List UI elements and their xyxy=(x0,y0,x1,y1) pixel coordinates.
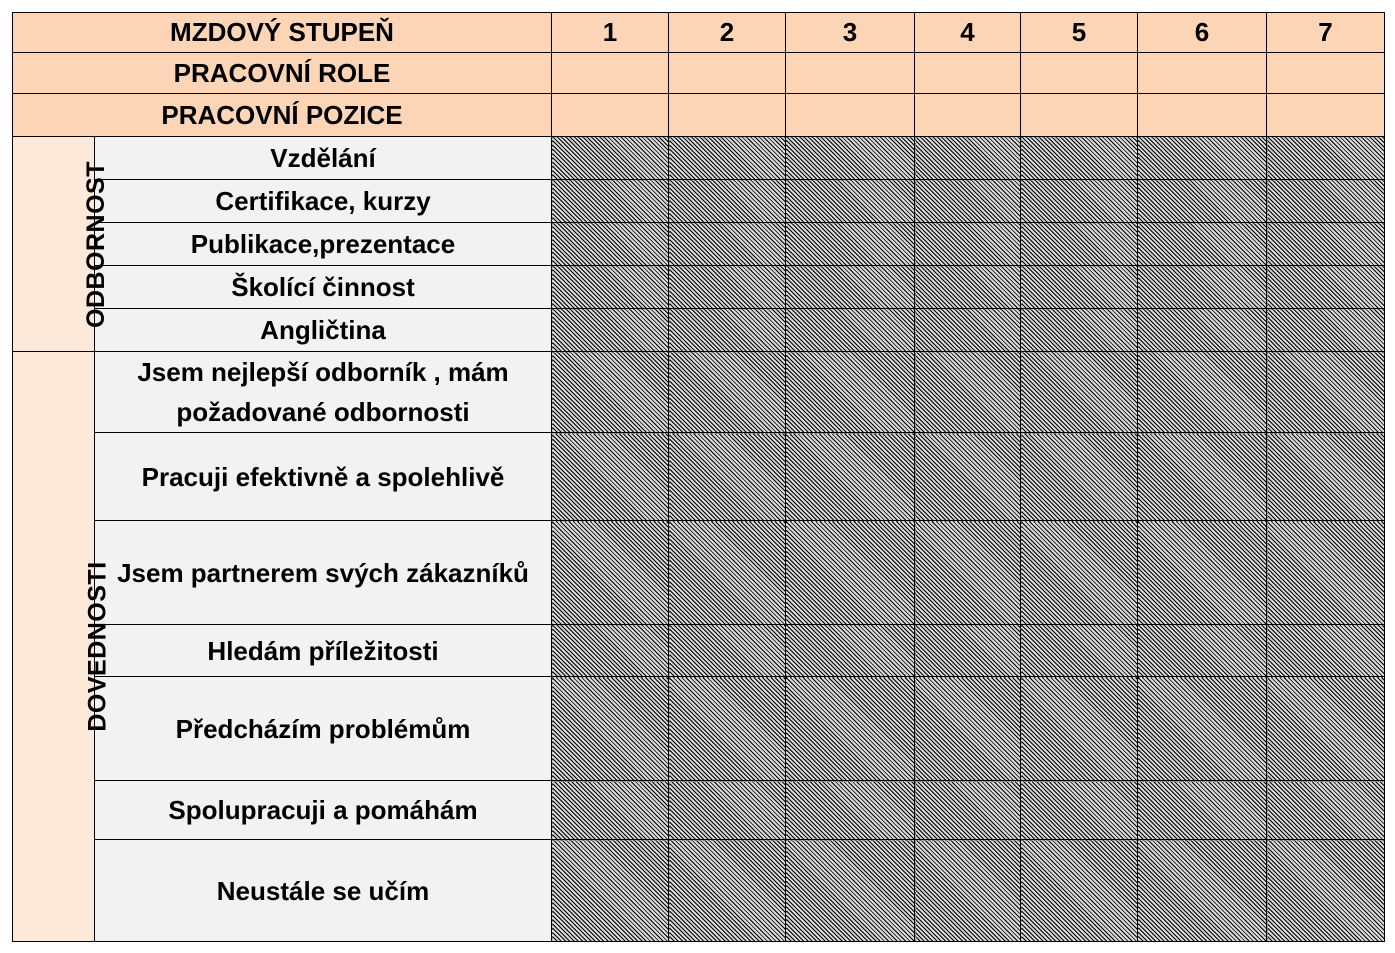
grade-cell[interactable] xyxy=(915,137,1021,180)
grade-cell[interactable] xyxy=(552,840,669,942)
criterion-row xyxy=(13,223,1385,266)
grade-cell[interactable] xyxy=(552,137,669,180)
grade-cell[interactable] xyxy=(1021,625,1138,677)
grade-cell[interactable] xyxy=(552,781,669,840)
criterion-label: Vzdělání xyxy=(95,137,552,180)
criterion-row xyxy=(13,781,1385,840)
grade-header-7: 7 xyxy=(1267,13,1385,53)
grade-cell[interactable] xyxy=(1138,433,1267,521)
grade-cell[interactable] xyxy=(786,677,915,781)
grade-cell[interactable] xyxy=(786,137,915,180)
grade-cell[interactable] xyxy=(669,677,786,781)
role-cell[interactable] xyxy=(669,53,786,94)
grade-cell[interactable] xyxy=(552,521,669,625)
grade-cell[interactable] xyxy=(1138,521,1267,625)
grade-cell[interactable] xyxy=(552,433,669,521)
grade-cell[interactable] xyxy=(669,223,786,266)
criterion-row xyxy=(13,677,1385,781)
criterion-label: Angličtina xyxy=(95,309,552,352)
category-label: DOVEDNOSTI xyxy=(83,561,112,732)
grade-cell[interactable] xyxy=(552,352,669,433)
grade-cell[interactable] xyxy=(1138,677,1267,781)
grade-cell[interactable] xyxy=(786,521,915,625)
category-cell xyxy=(13,352,112,942)
grade-cell[interactable] xyxy=(1138,781,1267,840)
grade-cell[interactable] xyxy=(1021,840,1138,942)
grade-cell[interactable] xyxy=(915,266,1021,309)
grade-header-2: 2 xyxy=(669,13,786,53)
grade-cell[interactable] xyxy=(1021,677,1138,781)
grade-cell[interactable] xyxy=(669,433,786,521)
grade-cell[interactable] xyxy=(915,625,1021,677)
grade-header-5: 5 xyxy=(1021,13,1138,53)
grade-cell[interactable] xyxy=(1267,840,1385,942)
criterion-row xyxy=(13,625,1385,677)
grade-cell[interactable] xyxy=(1267,625,1385,677)
grade-cell[interactable] xyxy=(1267,309,1385,352)
grade-cell[interactable] xyxy=(1021,521,1138,625)
grade-cell[interactable] xyxy=(552,309,669,352)
grade-cell[interactable] xyxy=(1267,352,1385,433)
grade-cell[interactable] xyxy=(1021,309,1138,352)
grade-cell[interactable] xyxy=(915,521,1021,625)
grade-cell[interactable] xyxy=(915,180,1021,223)
role-cell[interactable] xyxy=(786,53,915,94)
grade-cell[interactable] xyxy=(1021,223,1138,266)
grade-cell[interactable] xyxy=(1138,352,1267,433)
criterion-label: Certifikace, kurzy xyxy=(95,180,552,223)
grade-cell[interactable] xyxy=(669,309,786,352)
grade-cell[interactable] xyxy=(915,433,1021,521)
grade-cell[interactable] xyxy=(1138,840,1267,942)
grade-cell[interactable] xyxy=(669,840,786,942)
grade-cell[interactable] xyxy=(786,352,915,433)
grade-cell[interactable] xyxy=(1138,625,1267,677)
grade-cell[interactable] xyxy=(786,781,915,840)
role-header-label: PRACOVNÍ ROLE xyxy=(13,53,552,94)
criterion-label: Školící činnost xyxy=(95,266,552,309)
criterion-label: Jsem partnerem svých zákazníků xyxy=(95,521,552,625)
criterion-label: Publikace,prezentace xyxy=(95,223,552,266)
position-cell[interactable] xyxy=(915,94,1021,137)
grade-cell[interactable] xyxy=(786,180,915,223)
position-header-label: PRACOVNÍ POZICE xyxy=(13,94,552,137)
grade-cell[interactable] xyxy=(786,840,915,942)
grade-cell[interactable] xyxy=(786,223,915,266)
grade-cell[interactable] xyxy=(552,625,669,677)
grade-cell[interactable] xyxy=(669,625,786,677)
competency-grid xyxy=(12,12,1385,942)
position-cell[interactable] xyxy=(669,94,786,137)
position-cell[interactable] xyxy=(1138,94,1267,137)
grade-cell[interactable] xyxy=(1021,266,1138,309)
criterion-row xyxy=(13,137,1385,180)
grade-cell[interactable] xyxy=(915,309,1021,352)
grade-cell[interactable] xyxy=(786,266,915,309)
category-cell xyxy=(13,137,110,352)
grade-cell[interactable] xyxy=(915,223,1021,266)
criterion-label: Jsem nejlepší odborník , mám požadované odbornosti xyxy=(95,352,552,433)
grade-cell[interactable] xyxy=(1138,266,1267,309)
criterion-row xyxy=(13,352,1385,433)
grade-cell[interactable] xyxy=(669,521,786,625)
grade-cell[interactable] xyxy=(786,625,915,677)
role-cell[interactable] xyxy=(915,53,1021,94)
role-cell[interactable] xyxy=(1021,53,1138,94)
grade-cell[interactable] xyxy=(552,223,669,266)
position-cell[interactable] xyxy=(552,94,669,137)
grade-cell[interactable] xyxy=(669,781,786,840)
grade-cell[interactable] xyxy=(669,137,786,180)
grade-cell[interactable] xyxy=(1267,137,1385,180)
grade-cell[interactable] xyxy=(1021,433,1138,521)
grade-cell[interactable] xyxy=(1021,781,1138,840)
grade-header-3: 3 xyxy=(786,13,915,53)
position-cell[interactable] xyxy=(1021,94,1138,137)
grade-cell[interactable] xyxy=(1267,223,1385,266)
criterion-row xyxy=(13,433,1385,521)
grade-cell[interactable] xyxy=(786,433,915,521)
grade-cell[interactable] xyxy=(915,677,1021,781)
grade-cell[interactable] xyxy=(1138,180,1267,223)
grade-cell[interactable] xyxy=(1267,180,1385,223)
role-cell[interactable] xyxy=(1138,53,1267,94)
criterion-row xyxy=(13,266,1385,309)
grade-cell[interactable] xyxy=(669,266,786,309)
grade-cell[interactable] xyxy=(552,180,669,223)
grade-header-label: MZDOVÝ STUPEŇ xyxy=(13,13,552,53)
grade-cell[interactable] xyxy=(1267,521,1385,625)
criterion-row xyxy=(13,521,1385,625)
criterion-label: Hledám příležitosti xyxy=(95,625,552,677)
grade-cell[interactable] xyxy=(1138,137,1267,180)
grade-cell[interactable] xyxy=(1267,266,1385,309)
grade-header-4: 4 xyxy=(915,13,1021,53)
grade-cell[interactable] xyxy=(669,352,786,433)
grade-header-6: 6 xyxy=(1138,13,1267,53)
grade-cell[interactable] xyxy=(1138,309,1267,352)
grade-cell[interactable] xyxy=(915,840,1021,942)
criterion-label: Pracuji efektivně a spolehlivě xyxy=(95,433,552,521)
grade-cell[interactable] xyxy=(552,677,669,781)
position-cell[interactable] xyxy=(1267,94,1385,137)
grade-cell[interactable] xyxy=(915,352,1021,433)
grade-cell[interactable] xyxy=(1021,352,1138,433)
criterion-label: Předcházím problémům xyxy=(95,677,552,781)
grade-cell[interactable] xyxy=(1021,180,1138,223)
criterion-row xyxy=(13,309,1385,352)
grade-header-1: 1 xyxy=(552,13,669,53)
position-cell[interactable] xyxy=(786,94,915,137)
role-cell[interactable] xyxy=(552,53,669,94)
grade-cell[interactable] xyxy=(1138,223,1267,266)
category-label: ODBORNOST xyxy=(82,160,110,328)
grade-cell[interactable] xyxy=(669,180,786,223)
grade-cell[interactable] xyxy=(915,781,1021,840)
grade-cell[interactable] xyxy=(1267,433,1385,521)
criterion-row xyxy=(13,840,1385,942)
criterion-row xyxy=(13,180,1385,223)
grade-cell[interactable] xyxy=(552,266,669,309)
grade-cell[interactable] xyxy=(1267,677,1385,781)
grade-cell[interactable] xyxy=(1021,137,1138,180)
role-cell[interactable] xyxy=(1267,53,1385,94)
grade-cell[interactable] xyxy=(1267,781,1385,840)
criterion-label: Neustále se učím xyxy=(95,840,552,942)
criterion-label: Spolupracuji a pomáhám xyxy=(95,781,552,840)
grade-cell[interactable] xyxy=(786,309,915,352)
